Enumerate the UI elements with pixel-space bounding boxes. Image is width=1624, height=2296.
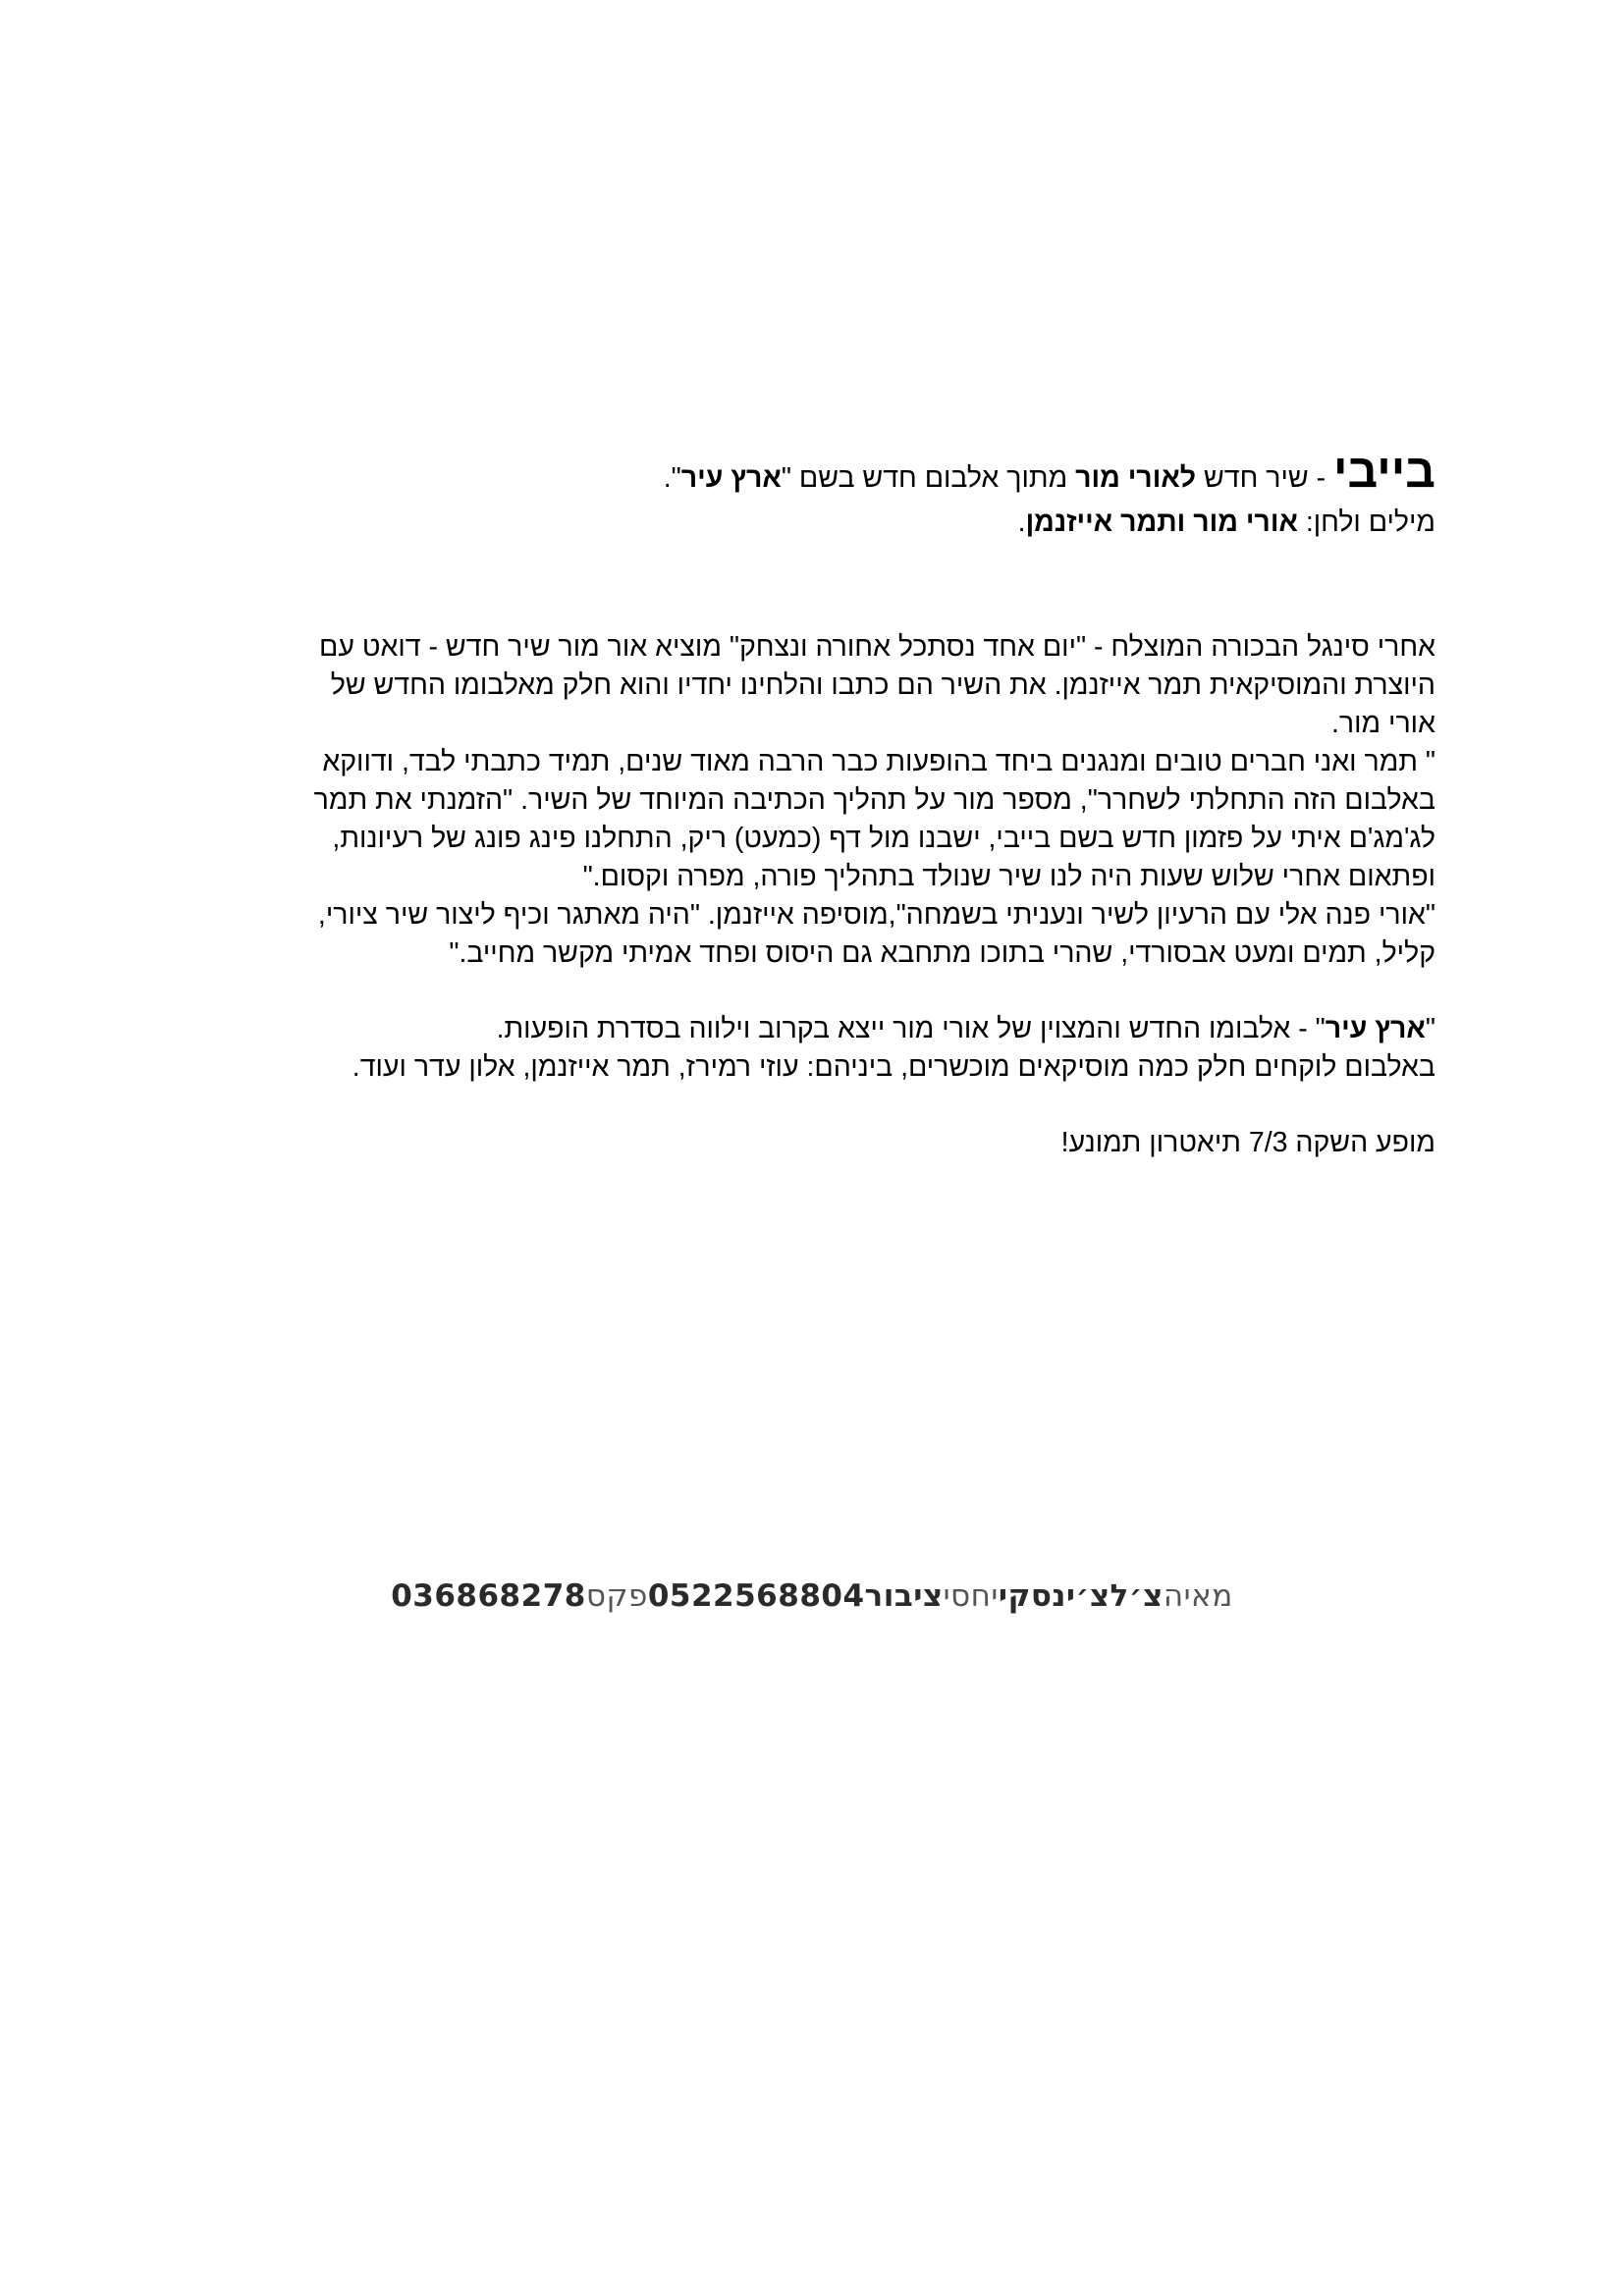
album-quote-open: " (1425, 1013, 1435, 1044)
footer-contact-name: צ׳לצ׳ינסקי (998, 1578, 1164, 1614)
footer-phone: 0522568804 (647, 1578, 865, 1614)
body-line: " תמר ואני חברים טובים ומנגנים ביחד בהופעות כבר הרבה מאוד שנים, תמיד כתבתי לבד, ודווקא (322, 746, 1435, 777)
footer-text-bold: ציבור (864, 1578, 944, 1614)
spacer (196, 1087, 1435, 1124)
spacer (196, 973, 1435, 1010)
body-line: לג'מג'ם איתי על פזמון חדש בשם בייבי, ישבנו מול דף (כמעט) ריק, התחלנו פינג פונג של רעיונות, (332, 823, 1435, 854)
headline-text-1: - שיר חדש (1196, 462, 1334, 494)
credits-line (196, 504, 1435, 542)
credits-names: אורי מור ותמר אייזנמן (1025, 507, 1298, 538)
album-announcement-text: " - אלבומו החדש והמצוין של אורי מור ייצא בקרוב וילווה בסדרת הופעות. (496, 1013, 1326, 1044)
credits-end: . (1017, 507, 1026, 538)
headline (196, 447, 1435, 504)
artist-name: לאורי מור (1075, 462, 1197, 494)
song-title: בייבי (1333, 446, 1435, 498)
body-line: באלבום הזה התחלתי לשחרר", מספר מור על תהליך הכתיבה המיוחד של השיר. "הזמנתי את תמר (313, 784, 1435, 816)
album-title: ארץ עיר (1325, 1013, 1426, 1044)
album-name: ארץ עיר (680, 462, 782, 494)
headline-text-3: ". (663, 462, 681, 494)
spacer (196, 542, 1435, 628)
credits-label: מילים ולחן: (1297, 507, 1435, 538)
press-release-content (196, 447, 1435, 1162)
body-line: "אורי פנה אלי עם הרעיון לשיר ונעניתי בשמחה",מוסיפה אייזנמן. "היה מאתגר וכיף ליצור שיר ציורי, (317, 899, 1435, 931)
album-participants: באלבום לוקחים חלק כמה מוסיקאים מוכשרים, ביניהם: עוזי רמירז, תמר אייזנמן, אלון עדר ועוד. (352, 1051, 1435, 1083)
footer-fax-label: פקס (585, 1578, 648, 1614)
footer-text: מאיה (1163, 1578, 1233, 1614)
body-line: ופתאום אחרי שלוש שעות היה לנו שיר שנולד בתהליך פורה, מפרה וקסום." (582, 861, 1435, 892)
launch-show: מופע השקה 7/3 תיאטרון תמונע! (1060, 1127, 1435, 1158)
contact-footer (0, 1578, 1624, 1614)
footer-fax: 036868278 (391, 1578, 586, 1614)
body-paragraph (196, 628, 1435, 973)
footer-text: יחסי (943, 1578, 999, 1614)
headline-text-2: מתוך אלבום חדש בשם " (781, 462, 1076, 494)
body-line: קליל, תמים ומעט אבסורדי, שהרי בתוכו מתחבא גם היסוס ופחד אמיתי מקשר מחייב." (449, 937, 1435, 969)
body-line: היוצרת והמוסיקאית תמר אייזנמן. את השיר הם כתבו והלחינו יחדיו והוא חלק מאלבומו החדש של (330, 669, 1435, 701)
body-line: אחרי סינגל הבכורה המוצלח - "יום אחד נסתכל אחורה ונצחק" מוציא אור מור שיר חדש - דואט עם (319, 631, 1435, 663)
body-line: אורי מור. (1331, 708, 1435, 739)
album-announcement (196, 1010, 1435, 1048)
